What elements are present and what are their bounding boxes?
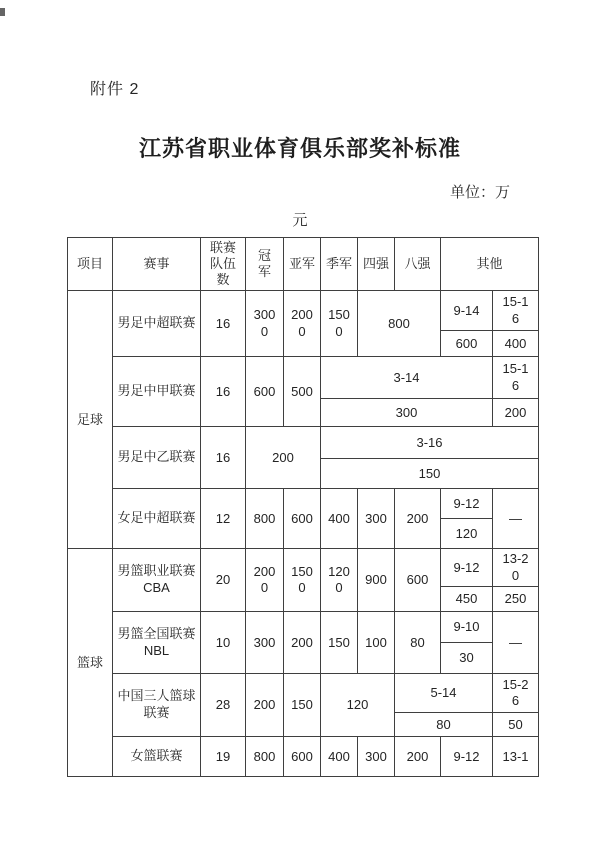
cell-men-csl-other-a-rank: 9-14 — [441, 291, 493, 331]
cell-women-csl-top4: 300 — [358, 489, 395, 549]
cell-nbl-champion: 300 — [246, 612, 284, 674]
cell-cba-runner-up — [284, 549, 321, 612]
table-row — [68, 427, 539, 459]
event-label: 女篮联赛 — [130, 748, 183, 764]
event-label: 女足中超联赛 — [117, 510, 196, 526]
group-football-label: 足球 — [76, 411, 103, 427]
cell-men-csl-top4-top8: 800 — [358, 291, 441, 357]
cell-league-two-event — [113, 427, 201, 489]
header-top8-label: 八强 — [404, 256, 431, 272]
cell-3x3-runner-up: 150 — [284, 674, 321, 737]
cell-league-one-champion: 600 — [246, 357, 284, 427]
row-group-football — [68, 291, 113, 549]
header-event-label: 赛事 — [143, 256, 170, 272]
header-team-count-label: 联赛队伍数 — [209, 239, 236, 288]
cell-wcba-champion: 800 — [246, 737, 284, 777]
cell-cba-teams: 20 — [201, 549, 246, 612]
cell-3x3-merged-rank: 5-14 — [395, 674, 493, 713]
cell-3x3-merged-val: 80 — [395, 713, 493, 737]
cell-women-csl-third: 400 — [321, 489, 358, 549]
cell-nbl-other-a-val: 30 — [441, 643, 493, 674]
cell-league-one-runner-up: 500 — [284, 357, 321, 427]
cell-cba-event — [113, 549, 201, 612]
cell-league-two-champ-runner: 200 — [246, 427, 321, 489]
value: 1500 — [328, 307, 350, 339]
cell-3x3-champion: 200 — [246, 674, 284, 737]
unit-label-line1: 单位：万 — [449, 184, 510, 201]
cell-league-two-teams: 16 — [201, 427, 246, 489]
cell-3x3-teams: 28 — [201, 674, 246, 737]
header-project-label: 项目 — [76, 256, 103, 272]
value: 1200 — [328, 563, 350, 595]
table-row — [68, 612, 539, 643]
cell-men-csl-other-b-val: 400 — [493, 331, 539, 357]
cell-3x3-event — [113, 674, 201, 737]
cell-men-csl-other-b-rank — [493, 291, 539, 331]
cell-league-one-event — [113, 357, 201, 427]
cell-3x3-other-b-val: 50 — [493, 713, 539, 737]
cell-league-two-merged-rank: 3-16 — [321, 427, 539, 459]
cell-wcba-top8: 200 — [395, 737, 441, 777]
cell-men-csl-event — [113, 291, 201, 357]
cell-cba-other-a-val: 450 — [441, 587, 493, 612]
header-runner-up-label: 亚军 — [288, 256, 315, 272]
header-team-count — [201, 238, 246, 291]
value: 15-26 — [502, 676, 529, 708]
header-runner-up — [284, 238, 321, 291]
cell-3x3-other-b-rank — [493, 674, 539, 713]
cell-men-csl-runner-up — [284, 291, 321, 357]
cell-nbl-third: 150 — [321, 612, 358, 674]
header-third — [321, 238, 358, 291]
event-label: 中国三人篮球联赛 — [117, 688, 196, 720]
table-header-row — [68, 238, 539, 291]
value: 15-16 — [502, 294, 529, 326]
cell-league-two-merged-val: 150 — [321, 459, 539, 489]
value: 2000 — [253, 563, 276, 595]
cell-cba-other-b-rank — [493, 549, 539, 587]
table-row — [68, 549, 539, 587]
table-row — [68, 291, 539, 331]
header-event — [113, 238, 201, 291]
header-top8 — [395, 238, 441, 291]
unit-label-line2: 元 — [292, 212, 308, 229]
cell-wcba-teams: 19 — [201, 737, 246, 777]
value: 3000 — [253, 307, 276, 339]
cell-women-csl-teams: 12 — [201, 489, 246, 549]
cell-nbl-teams: 10 — [201, 612, 246, 674]
header-other-label: 其他 — [476, 256, 503, 272]
cell-nbl-event — [113, 612, 201, 674]
cell-wcba-third: 400 — [321, 737, 358, 777]
cell-women-csl-other-a-val: 120 — [441, 519, 493, 549]
cell-nbl-other-b: — — [493, 612, 539, 674]
cell-nbl-top8: 80 — [395, 612, 441, 674]
cell-nbl-other-a-rank: 9-10 — [441, 612, 493, 643]
cell-men-csl-champion — [246, 291, 284, 357]
header-third-label: 季军 — [325, 256, 352, 272]
value: 13-20 — [502, 551, 529, 583]
cell-3x3-third-top4: 120 — [321, 674, 395, 737]
cell-women-csl-event — [113, 489, 201, 549]
cell-cba-other-a-rank: 9-12 — [441, 549, 493, 587]
row-group-basketball — [68, 549, 113, 777]
header-top4 — [358, 238, 395, 291]
value: 2000 — [291, 307, 313, 339]
table-row — [68, 357, 539, 399]
cell-wcba-other-a: 9-12 — [441, 737, 493, 777]
cell-league-one-teams: 16 — [201, 357, 246, 427]
value: 15-16 — [502, 361, 529, 393]
group-basketball-label: 篮球 — [76, 654, 103, 670]
table-row — [68, 674, 539, 713]
cell-nbl-runner-up: 200 — [284, 612, 321, 674]
cell-league-one-other-b-rank — [493, 357, 539, 399]
event-label: 男足中超联赛 — [117, 315, 196, 331]
cell-men-csl-third — [321, 291, 358, 357]
header-project — [68, 238, 113, 291]
page-title: 江苏省职业体育俱乐部奖补标准 — [138, 136, 461, 161]
award-standards-table — [67, 237, 539, 777]
cell-league-one-merged-val: 300 — [321, 399, 493, 427]
event-label: 男篮全国联赛NBL — [117, 625, 196, 658]
cell-men-csl-teams: 16 — [201, 291, 246, 357]
cell-women-csl-other-a-rank: 9-12 — [441, 489, 493, 519]
cell-cba-top4: 900 — [358, 549, 395, 612]
cell-women-csl-other-b: — — [493, 489, 539, 549]
header-champion — [246, 238, 284, 291]
event-label: 男足中甲联赛 — [117, 383, 196, 399]
cell-women-csl-top8: 200 — [395, 489, 441, 549]
cell-women-csl-champion: 800 — [246, 489, 284, 549]
cell-men-csl-other-a-val: 600 — [441, 331, 493, 357]
cell-wcba-top4: 300 — [358, 737, 395, 777]
cell-cba-third — [321, 549, 358, 612]
cell-league-one-merged-rank: 3-14 — [321, 357, 493, 399]
cell-women-csl-runner-up: 600 — [284, 489, 321, 549]
cell-nbl-top4: 100 — [358, 612, 395, 674]
cell-wcba-other-b: 13-1 — [493, 737, 539, 777]
cell-league-one-other-b-val: 200 — [493, 399, 539, 427]
cell-cba-champion — [246, 549, 284, 612]
scan-artifact-mark — [0, 8, 5, 16]
table-row — [68, 489, 539, 519]
event-label: 男足中乙联赛 — [117, 449, 196, 465]
cell-wcba-runner-up: 600 — [284, 737, 321, 777]
table-row — [68, 737, 539, 777]
value: 1500 — [291, 563, 313, 595]
cell-cba-top8: 600 — [395, 549, 441, 612]
cell-cba-other-b-val: 250 — [493, 587, 539, 612]
header-top4-label: 四强 — [362, 256, 389, 272]
header-other — [441, 238, 539, 291]
header-champion-label: 冠军 — [257, 247, 271, 279]
attachment-label: 附件 2 — [90, 81, 140, 98]
event-label: 男篮职业联赛CBA — [117, 563, 196, 595]
cell-wcba-event — [113, 737, 201, 777]
